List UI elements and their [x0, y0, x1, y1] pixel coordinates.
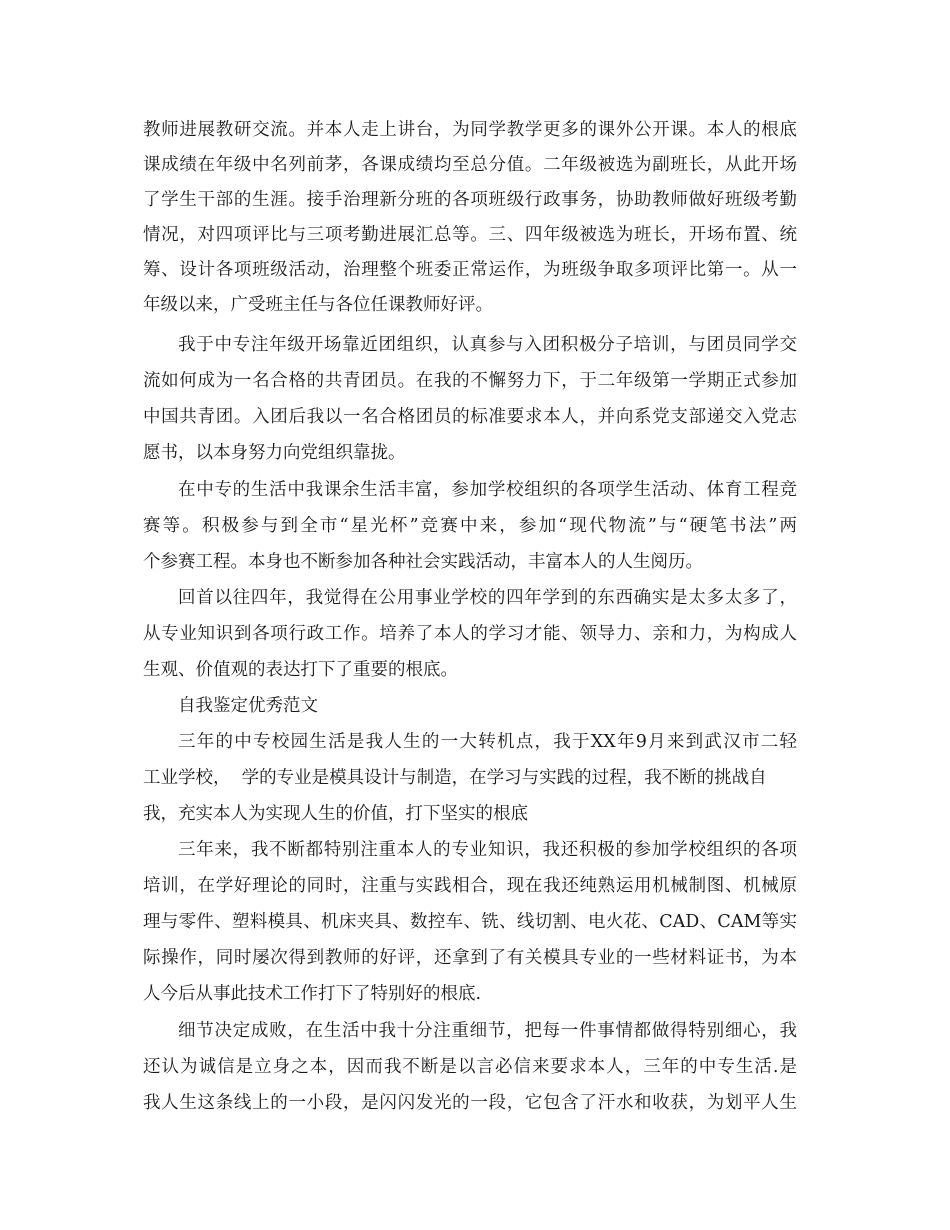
text-line: 工业学校， 学的专业是模具设计与制造，在学习与实践的过程，我不断的挑战自 — [143, 768, 767, 788]
text-line: 还认为诚信是立身之本，因而我不断是以言必信来要求本人，三年的中专生活.是 — [143, 1057, 797, 1077]
text-line: 课成绩在年级中名列前茅，各课成绩均至总分值。二年级被选为副班长，从此开场 — [143, 155, 797, 175]
text-line: 了学生干部的生涯。接手治理新分班的各项班级行政事务，协助教师做好班级考勤 — [143, 190, 797, 210]
text-line: 筹、设计各项班级活动，治理整个班委正常运作，为班级争取多项评比第一。从一 — [143, 260, 797, 280]
text-line: 教师进展教研交流。并本人走上讲台，为同学教学更多的课外公开课。本人的根底 — [143, 120, 797, 140]
text-line: 培训，在学好理论的同时，注重与实践相合，现在我还纯熟运用机械制图、机械原 — [143, 876, 797, 896]
text-line: 赛等。积极参与到全市“星光杯”竞赛中来，参加“现代物流”与“硬笔书法”两 — [143, 516, 797, 536]
paragraph-first-line: 三年的中专校园生活是我人生的一大转机点，我于XX年9月来到武汉市二轻 — [178, 732, 797, 752]
text-line: 个参赛工程。本身也不断参加各种社会实践活动，丰富本人的人生阅历。 — [143, 552, 703, 572]
text-line: 我，充实本人为实现人生的价值，打下坚实的根底 — [143, 804, 528, 824]
paragraph-first-line: 在中专的生活中我课余生活丰富，参加学校组织的各项学生活动、体育工程竞 — [178, 480, 797, 500]
text-line: 际操作，同时屡次得到教师的好评，还拿到了有关模具专业的一些材料证书，为本 — [143, 948, 797, 968]
paragraph-first-line: 回首以往四年，我觉得在公用事业学校的四年学到的东西确实是太多太多了， — [178, 588, 797, 608]
text-line: 流如何成为一名合格的共青团员。在我的不懈努力下，于二年级第一学期正式参加 — [143, 371, 797, 391]
text-line: 情况，对四项评比与三项考勤进展汇总等。三、四年级被选为班长，开场布置、统 — [143, 225, 797, 245]
text-line: 中国共青团。入团后我以一名合格团员的标准要求本人，并向系党支部递交入党志 — [143, 407, 797, 427]
paragraph-first-line: 我于中专注年级开场靠近团组织，认真参与入团积极分子培训，与团员同学交 — [178, 335, 797, 355]
text-line: 愿书，以本身努力向党组织靠拢。 — [143, 443, 406, 463]
text-line: 我人生这条线上的一小段，是闪闪发光的一段，它包含了汗水和收获，为划平人生 — [143, 1093, 797, 1113]
text-line: 生观、价值观的表达打下了重要的根底。 — [143, 660, 458, 680]
text-line: 人今后从事此技术工作打下了特别好的根底. — [143, 984, 482, 1004]
paragraph-first-line: 细节决定成败，在生活中我十分注重细节，把每一件事情都做得特别细心，我 — [178, 1021, 797, 1041]
section-heading: 自我鉴定优秀范文 — [178, 696, 318, 716]
text-line: 年级以来，广受班主任与各位任课教师好评。 — [143, 295, 493, 315]
text-line: 理与零件、塑料模具、机床夹具、数控车、铣、线切割、电火花、CAD、CAM等实 — [143, 912, 797, 932]
paragraph-first-line: 三年来，我不断都特别注重本人的专业知识，我还积极的参加学校组织的各项 — [178, 840, 797, 860]
text-line: 从专业知识到各项行政工作。培养了本人的学习才能、领导力、亲和力，为构成人 — [143, 624, 797, 644]
